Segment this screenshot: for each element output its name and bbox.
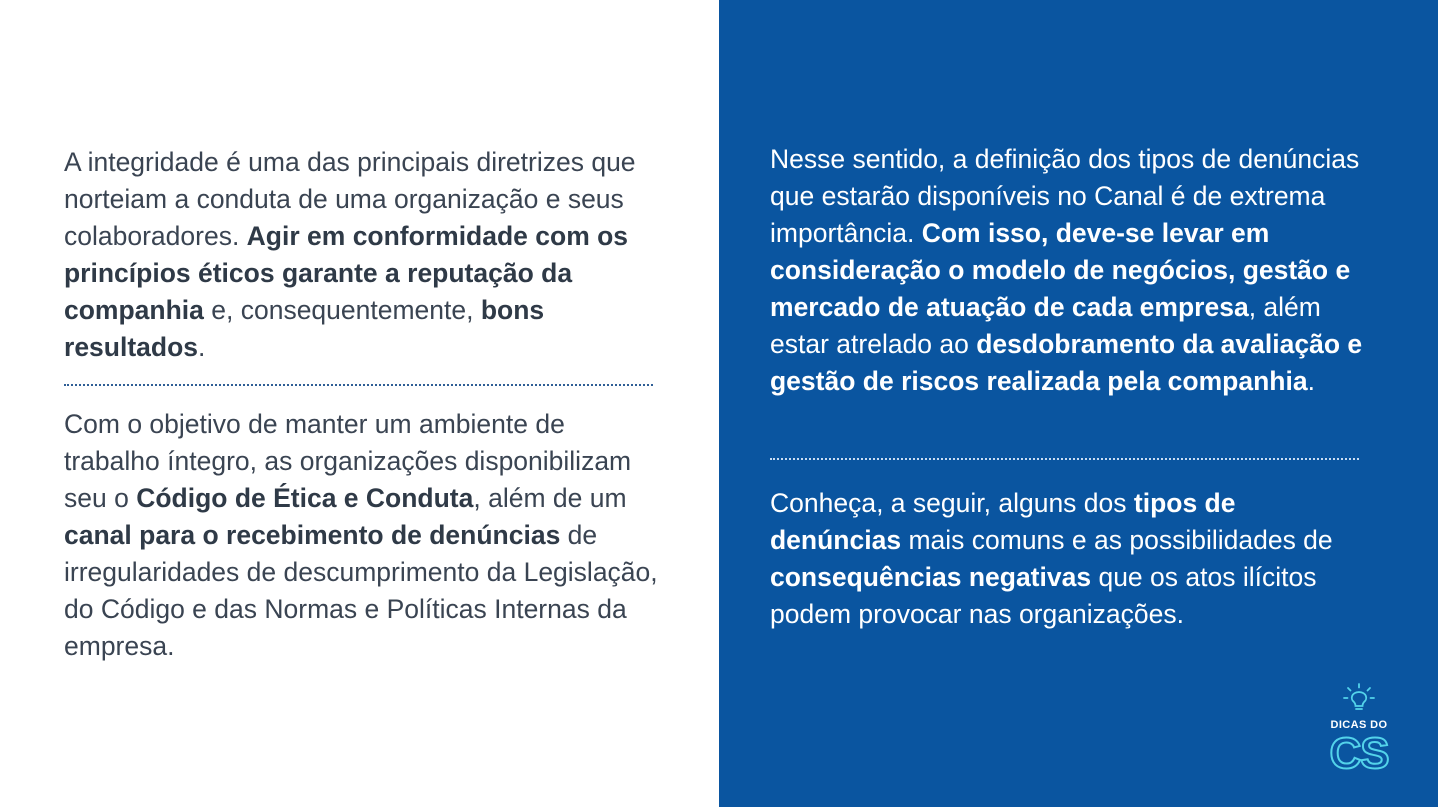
logo-monogram: CS	[1329, 729, 1389, 778]
text-run: A integridade é uma das principais diretrizes que norteiam a conduta de uma organização e seus colaboradores.	[64, 147, 636, 251]
text-run: que os atos ilícitos podem provocar nas organizações.	[770, 562, 1317, 629]
complaint-types-paragraph	[770, 141, 1370, 400]
text-run: .	[1307, 366, 1315, 396]
bold-text-run: canal para o recebimento de denúncias	[64, 520, 561, 550]
dicas-do-cs-logo	[1322, 682, 1396, 782]
bold-text-run: bons resultados	[64, 295, 545, 362]
text-run: de irregularidades de descumprimento da Legislação, do Código e das Normas e Políticas Internas da empresa.	[64, 520, 658, 661]
bold-text-run: consequências negativas	[770, 562, 1092, 592]
text-run: Com o objetivo de manter um ambiente de trabalho íntegro, as organizações disponibilizam seu o	[64, 409, 632, 513]
text-run: , além estar atrelado ao	[770, 292, 1321, 359]
intro-list-paragraph	[770, 485, 1370, 633]
text-run: mais comuns e as possibilidades de	[901, 525, 1333, 555]
text-run: e, consequentemente,	[203, 295, 481, 325]
lightbulb-icon	[1342, 682, 1376, 716]
text-run: .	[198, 332, 206, 362]
bold-text-run: desdobramento da avaliação e gestão de riscos realizada pela companhia	[770, 329, 1363, 396]
dotted-divider	[770, 458, 1359, 460]
bold-text-run: Com isso, deve-se levar em consideração o modelo de negócios, gestão e mercado de atuação de cada empresa	[770, 218, 1351, 322]
text-run: Conheça, a seguir, alguns dos	[770, 488, 1134, 518]
logo-caption: DICAS DO	[1330, 719, 1388, 731]
bold-text-run: Agir em conformidade com os princípios éticos garante a reputação da companhia	[64, 221, 629, 325]
dotted-divider	[64, 384, 653, 386]
text-run: , além de um	[473, 483, 627, 513]
integrity-paragraph	[64, 144, 664, 366]
code-of-ethics-paragraph	[64, 406, 664, 665]
text-run: Nesse sentido, a definição dos tipos de denúncias que estarão disponíveis no Canal é de extrema importância.	[770, 144, 1360, 248]
bold-text-run: Código de Ética e Conduta	[136, 483, 474, 513]
bold-text-run: tipos de denúncias	[770, 488, 1236, 555]
